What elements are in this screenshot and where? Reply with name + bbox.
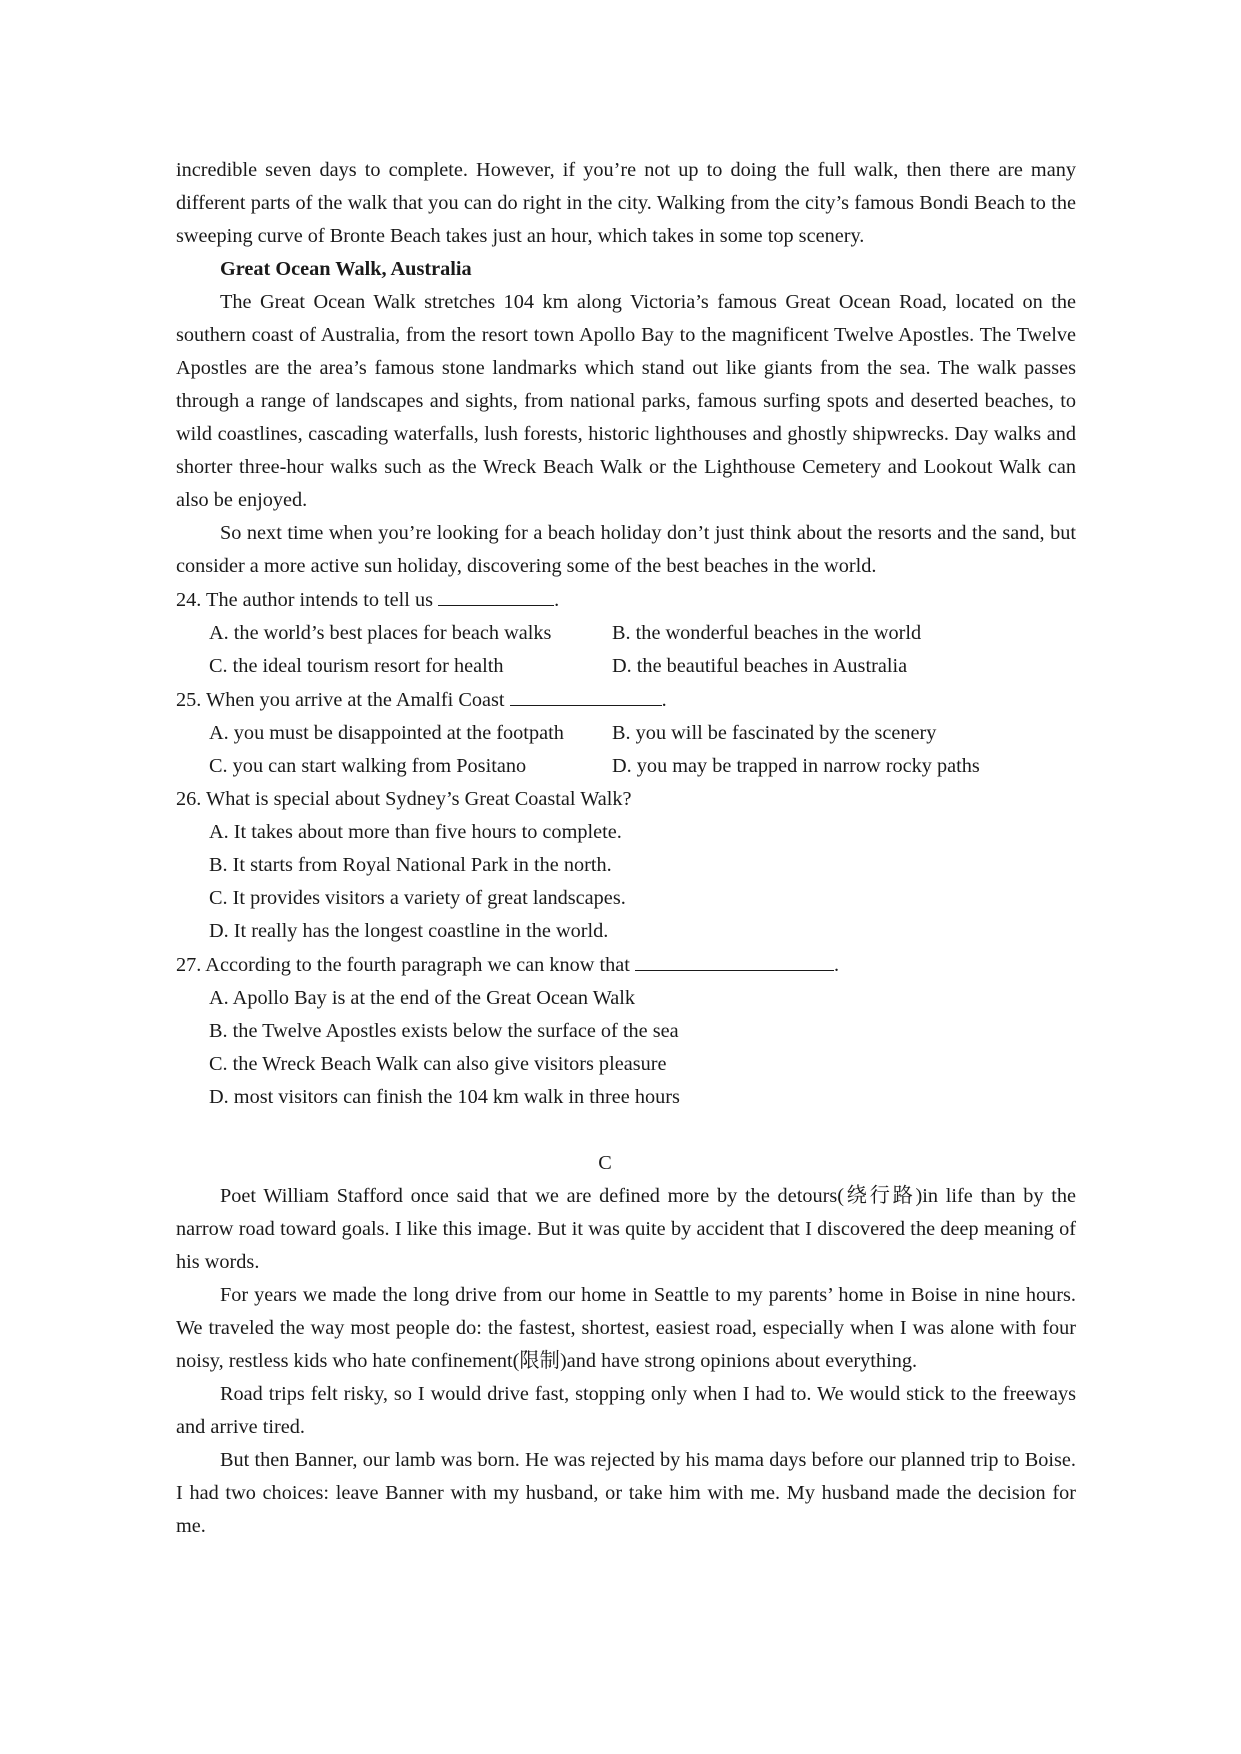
option-a: A. the world’s best places for beach walks	[209, 622, 552, 644]
question-stem: 25. When you arrive at the Amalfi Coast .	[176, 683, 1076, 717]
question-stem: 27. According to the fourth paragraph we can know that .	[176, 948, 1076, 982]
option-c: C. the ideal tourism resort for health	[209, 655, 504, 677]
section-c-paragraph: Road trips felt risky, so I would drive fast, stopping only when I had to. We would stick to the freeways and arrive tired.	[176, 1383, 1076, 1438]
closing-paragraph: So next time when you’re looking for a beach holiday don’t just think about the resorts and the sand, but consider a more active sun holiday, discovering some of the best beaches in the world.	[176, 522, 1076, 577]
option-c: C. It provides visitors a variety of great landscapes.	[209, 887, 626, 909]
option-a: A. It takes about more than five hours to complete.	[209, 821, 622, 843]
section-c-paragraph: But then Banner, our lamb was born. He was rejected by his mama days before our planned trip to Boise. I had two choices: leave Banner with my husband, or take him with me. My husband made the decision for me.	[176, 1449, 1076, 1537]
answer-blank	[510, 683, 662, 706]
intro-paragraph: incredible seven days to complete. However, if you’re not up to doing the full walk, then there are many different parts of the walk that you can do right in the city. Walking from the city’s famous Bondi Beach to the sweeping curve of Bronte Beach takes just an hour, which takes in some top scenery.	[176, 159, 1076, 247]
option-b: B. the wonderful beaches in the world	[612, 622, 922, 644]
option-grid	[176, 717, 1076, 783]
question-stem: 24. The author intends to tell us .	[176, 583, 1076, 617]
option-d: D. most visitors can finish the 104 km walk in three hours	[209, 1086, 680, 1108]
section-c-paragraph: For years we made the long drive from our home in Seattle to my parents’ home in Boise in nine hours. We traveled the way most people do: the fastest, shortest, easiest road, especially when I was alone with four noisy, restless kids who hate confinement(限制)and have strong opinions about everything.	[176, 1284, 1076, 1372]
document-page	[176, 154, 1076, 1543]
section-heading-great-ocean-walk: Great Ocean Walk, Australia	[220, 258, 472, 280]
question-stem: 26. What is special about Sydney’s Great Coastal Walk?	[176, 788, 632, 810]
option-a: A. you must be disappointed at the footpath	[209, 722, 564, 744]
option-d: D. you may be trapped in narrow rocky paths	[612, 755, 980, 777]
option-c: C. you can start walking from Positano	[209, 755, 527, 777]
section-c-paragraph: Poet William Stafford once said that we are defined more by the detours(绕行路)in life than by the narrow road toward goals. I like this image. But it was quite by accident that I discovered the deep meaning of his words.	[176, 1185, 1076, 1273]
question-25	[176, 683, 1076, 783]
option-b: B. It starts from Royal National Park in the north.	[209, 854, 612, 876]
option-c: C. the Wreck Beach Walk can also give visitors pleasure	[209, 1053, 667, 1075]
option-a: A. Apollo Bay is at the end of the Great Ocean Walk	[209, 987, 636, 1009]
option-b: B. the Twelve Apostles exists below the surface of the sea	[209, 1020, 679, 1042]
great-ocean-paragraph: The Great Ocean Walk stretches 104 km along Victoria’s famous Great Ocean Road, located on the southern coast of Australia, from the resort town Apollo Bay to the magnificent Twelve Apostles. The Twelve Apostles are the area’s famous stone landmarks which stand out like giants from the sea. The walk passes through a range of landscapes and sights, from national parks, famous surfing spots and deserted beaches, to wild coastlines, cascading waterfalls, lush forests, historic lighthouses and ghostly shipwrecks. Day walks and shorter three-hour walks such as the Wreck Beach Walk or the Lighthouse Cemetery and Lookout Walk can also be enjoyed.	[176, 291, 1076, 511]
answer-blank	[635, 948, 834, 971]
option-d: D. the beautiful beaches in Australia	[612, 655, 908, 677]
question-26	[176, 783, 1076, 948]
option-d: D. It really has the longest coastline in the world.	[209, 920, 609, 942]
option-grid	[176, 617, 1076, 683]
answer-blank	[438, 583, 554, 606]
question-27	[176, 948, 1076, 1114]
option-b: B. you will be fascinated by the scenery	[612, 722, 937, 744]
section-letter-c: C	[598, 1152, 612, 1174]
question-24	[176, 583, 1076, 683]
